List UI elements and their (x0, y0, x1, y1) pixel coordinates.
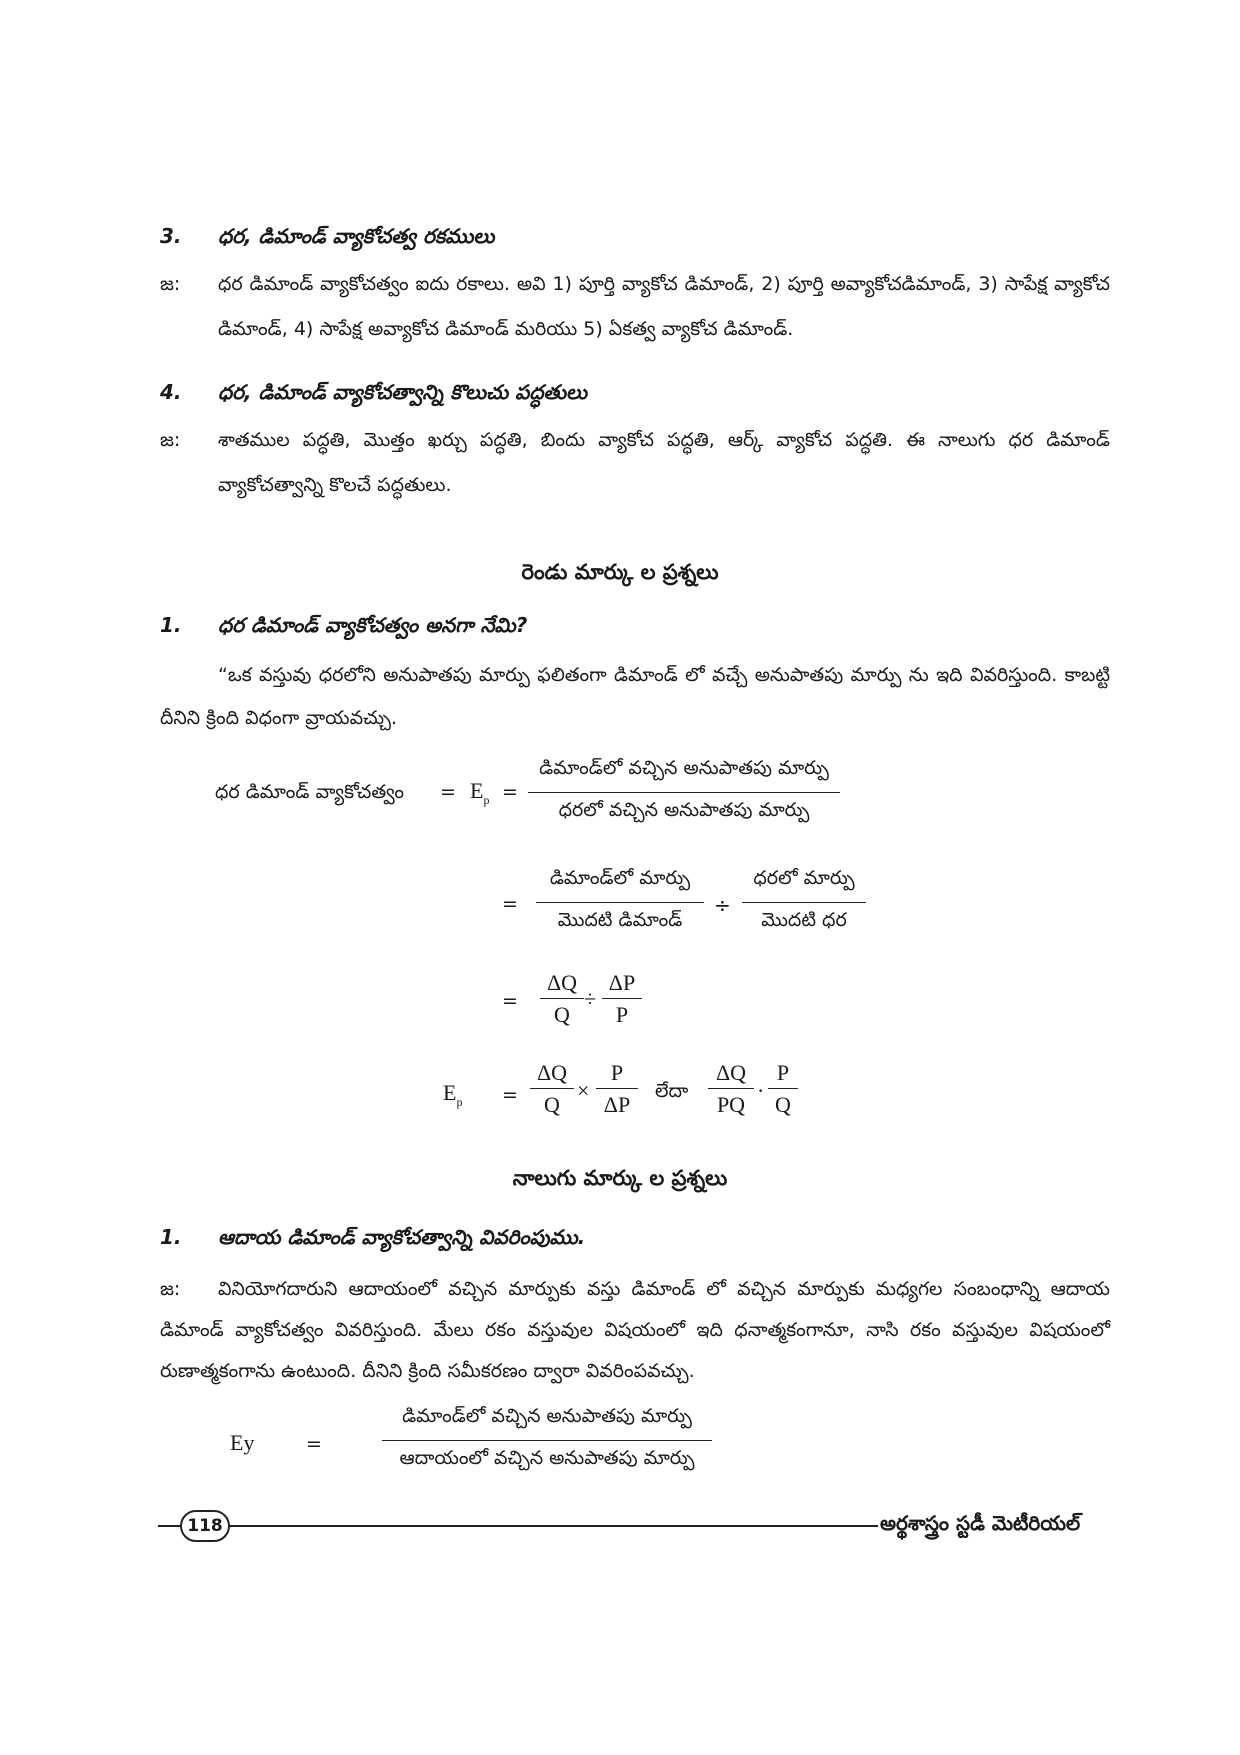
times-sign: × (577, 1078, 590, 1103)
answer-text: ధర డిమాండ్ వ్యాకోచత్వం ఐదు రకాలు. అవి 1) పూర్తి వ్యాకోచ డిమాండ్, 2) పూర్తి అవ్యాకోచడిమాండ్, 3) సాపేక్ష వ్యాకోచ డిమాండ్, 4) సాపేక్ష అవ్యాకోచ డిమాండ్ మరియు 5) ఏకత్వ వ్యాకోచ డిమాండ్. (218, 273, 1110, 340)
or-word: లేదా (655, 1080, 689, 1102)
fraction-demand-change (536, 867, 704, 936)
fraction-p-over-q: P Q (768, 1060, 798, 1118)
fraction-dq-over-q: ΔQ Q (540, 970, 584, 1028)
footer-title: అర్థశాస్త్రం స్టడీ మెటీరియల్ (880, 1511, 1081, 1535)
fraction-price-change (742, 867, 866, 936)
fraction-numerator: డిమాండ్‌లో వచ్చిన అనుపాతపు మార్పు (528, 757, 840, 793)
four-marks-answer-1 (160, 1269, 1110, 1392)
definition-paragraph: “ఒక వస్తువు ధరలోని అనుపాతపు మార్పు ఫలితంగా డిమాండ్ లో వచ్చే అనుపాతపు మార్పు ను ఇది వివరిస్తుంది. కాబట్టి దీనిని క్రింది విధంగా వ్రాయవచ్చు. (160, 664, 1110, 729)
question-title: ధర డిమాండ్ వ్యాకోచత్వం అనగా నేమి? (218, 613, 528, 637)
page-number: 118 (180, 1510, 230, 1542)
fraction-denominator: ఆదాయంలో వచ్చిన అనుపాతపు మార్పు (399, 1447, 695, 1469)
footer-rule (158, 1525, 878, 1527)
question-number: 3. (160, 224, 182, 248)
fraction-income-elasticity (382, 1405, 712, 1474)
fraction-p-over-dp: P ΔP (596, 1060, 638, 1118)
ey-symbol: Ey (230, 1430, 255, 1455)
fraction-denominator: ధరలో వచ్చిన అనుపాతపు మార్పు (558, 799, 810, 821)
fraction-denominator: మొదటి డిమాండ్ (557, 909, 683, 931)
question-number: 4. (160, 380, 182, 404)
fraction-proportional-change (528, 757, 840, 826)
dot-sign: · (757, 1078, 765, 1103)
equals-sign: = (502, 781, 518, 803)
fraction-numerator: డిమాండ్‌లో మార్పు (536, 867, 704, 903)
section-heading-four-marks: నాలుగు మార్కు ల ప్రశ్నలు (512, 1166, 728, 1190)
equals-sign: = (502, 893, 518, 915)
question-number: 1. (160, 613, 182, 637)
section-heading-two-marks: రెండు మార్కు ల ప్రశ్నలు (521, 560, 719, 584)
answer-4 (160, 418, 1110, 508)
answer-text: శాతముల పద్ధతి, మొత్తం ఖర్చు పద్ధతి, బిందు వ్యాకోచ పద్ధతి, ఆర్క్ వ్యాకోచ పద్ధతి. ఈ నాలుగు ధర డిమాండ్ వ్యాకోచత్వాన్ని కొలచే పద్ధతులు. (218, 429, 1110, 496)
divide-sign: ÷ (714, 893, 731, 917)
answer-label: జ: (160, 273, 181, 295)
fraction-numerator: డిమాండ్‌లో వచ్చిన అనుపాతపు మార్పు (382, 1405, 712, 1441)
equals-sign: = (306, 1433, 322, 1455)
fraction-dq-over-pq: ΔQ PQ (708, 1060, 754, 1118)
equals-sign: = (440, 781, 456, 803)
ep-symbol: $E_p$ (443, 1080, 463, 1109)
formula-lhs-label: ధర డిమాండ్ వ్యాకోచత్వం (215, 781, 404, 803)
equals-sign: = (502, 1084, 518, 1106)
fraction-dq-over-q: ΔQ Q (530, 1060, 574, 1118)
equals-sign: = (502, 990, 518, 1012)
divide-sign: ÷ (584, 986, 597, 1011)
question-title: ఆదాయ డిమాండ్ వ్యాకోచత్వాన్ని వివరింపుము. (218, 1225, 586, 1249)
answer-3 (160, 262, 1110, 352)
answer-label: జ: (160, 429, 181, 451)
fraction-numerator: ధరలో మార్పు (742, 867, 866, 903)
question-title: ధర, డిమాండ్ వ్యాకోచత్వాన్ని కొలుచు పద్ధతులు (218, 380, 588, 404)
fraction-denominator: మొదటి ధర (761, 909, 847, 931)
answer-label: జ: (160, 1278, 181, 1300)
fraction-dp-over-p: ΔP P (602, 970, 642, 1028)
ep-symbol: $E_p$ (470, 778, 490, 807)
question-number: 1. (160, 1225, 182, 1249)
answer-text: వినియోగదారుని ఆదాయంలో వచ్చిన మార్పుకు వస్తు డిమాండ్ లో వచ్చిన మార్పుకు మధ్యగల సంబంధాన్ని ఆదాయ డిమాండ్ వ్యాకోచత్వం వివరిస్తుంది. మేలు రకం వస్తువుల విషయంలో ఇది ధనాత్మకంగానూ, నాసి రకం వస్తువుల విషయంలో రుణాత్మకంగాను ఉంటుంది. దీనిని క్రింది సమీకరణం ద్వారా వివరింపవచ్చు. (160, 1278, 1110, 1382)
question-title: ధర, డిమాండ్ వ్యాకోచత్వ రకములు (218, 224, 495, 248)
